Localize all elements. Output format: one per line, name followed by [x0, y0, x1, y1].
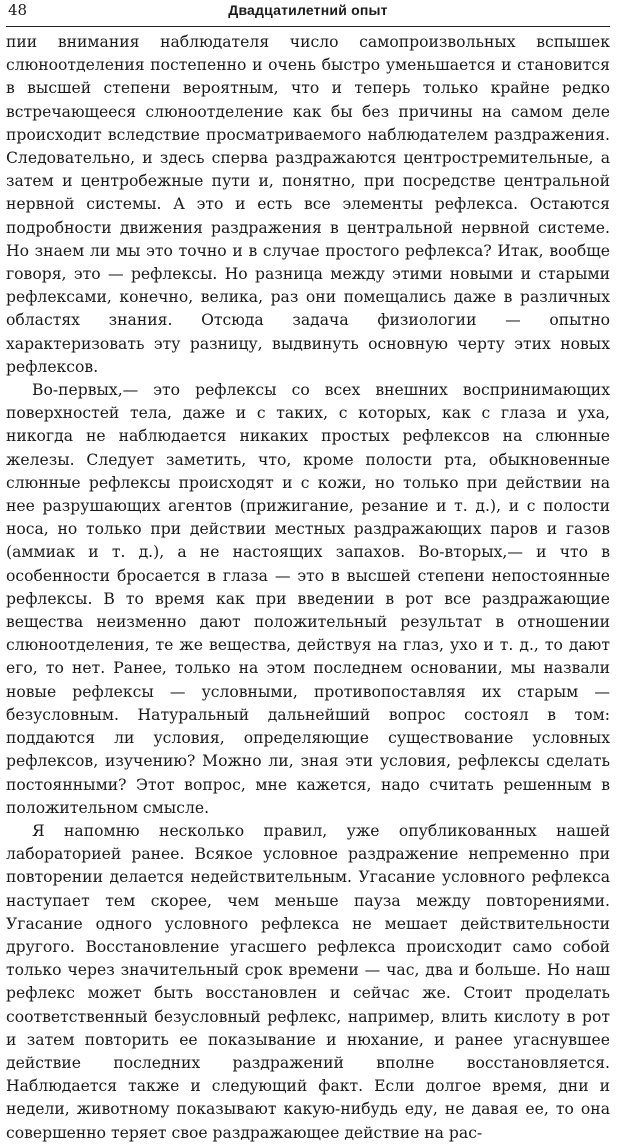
- paragraph: Во-первых,— это рефлексы со всех внешних воспринимающих поверхностей тела, даже и с таких, с которых, как с глаза и уха, никогда не наблюдается никаких простых рефлексов на слюнные железы. Следует заметить, что, кроме полости рта, обыкновенные слюнные рефлексы происходят и с кожи, но только при действии на нее разрушающих агентов (прижигание, резание и т. д.), и с полости носа, но только при действии местных раздражающих паров и газов (аммиак и т. д.), а не настоящих запахов. Во-вторых,— и что в особенности бросается в глаза — это в высшей степени непостоянные рефлексы. В то время как при введении в рот все раздражающие вещества неизменно дают положительный результат в отношении слюноотделения, те же вещества, действуя на глаз, ухо и т. д., то дают его, то нет. Ранее, только на этом последнем основании, мы назвали новые рефлексы — условными, противопоставляя их старым — безусловным. Натуральный дальнейший вопрос состоял в том: поддаются ли условия, определяющие существование условных рефлексов, изучению? Можно ли, зная эти условия, рефлексы сделать постоянными? Этот вопрос, мне кажется, надо считать решенным в положительном смысле.: [6, 381, 610, 817]
- running-title: Двадцатилетний опыт: [228, 2, 388, 18]
- page-header: [6, 0, 610, 27]
- paragraph: пии внимания наблюдателя число самопроизвольных вспышек слюноотделения постепенно и очень быстро уменьшается и становится в высшей степени вероятным, что и теперь только крайне редко встречающееся слюноотделение как бы без причины на самом деле происходит вследствие просматриваемого наблюдателем раздражения. Следовательно, и здесь сперва раздражаются центростремительные, а затем и центробежные пути и, понятно, при посредстве центральной нервной системы. А это и есть все элементы рефлекса. Остаются подробности движения раздражения в центральной нервной системе. Но знаем ли мы это точно и в случае простого рефлекса? Итак, вообще говоря, это — рефлексы. Но разница между этими новыми и старыми рефлексами, конечно, велика, раз они помещались даже в различных областях знания. Отсюда задача физиологии — опытно характеризовать эту разницу, выдвинуть основную черту этих новых рефлексов.: [6, 33, 610, 376]
- paragraph: Я напомню несколько правил, уже опубликованных нашей лабораторией ранее. Всякое условное раздражение непременно при повторении делается недействительным. Угасание условного рефлекса наступает тем скорее, чем меньше пауза между повторениями. Угасание одного условного рефлекса не мешает действительности другого. Восстановление угасшего рефлекса происходит само собой только через значительный срок времени — час, два и больше. Но наш рефлекс может быть восстановлен и сейчас же. Стоит проделать соответственный безусловный рефлекс, например, влить кислоту в рот и затем повторить ее показывание и нюхание, и ранее угаснувшее действие последних раздражений вполне восстановляется. Наблюдается также и следующий факт. Если долгое время, дни и недели, животному показывают какую-нибудь еду, не давая ее, то она совершенно теряет свое раздражающее действие на рас-: [6, 821, 610, 1142]
- body-text: [6, 31, 610, 1145]
- page-number: 48: [8, 1, 28, 19]
